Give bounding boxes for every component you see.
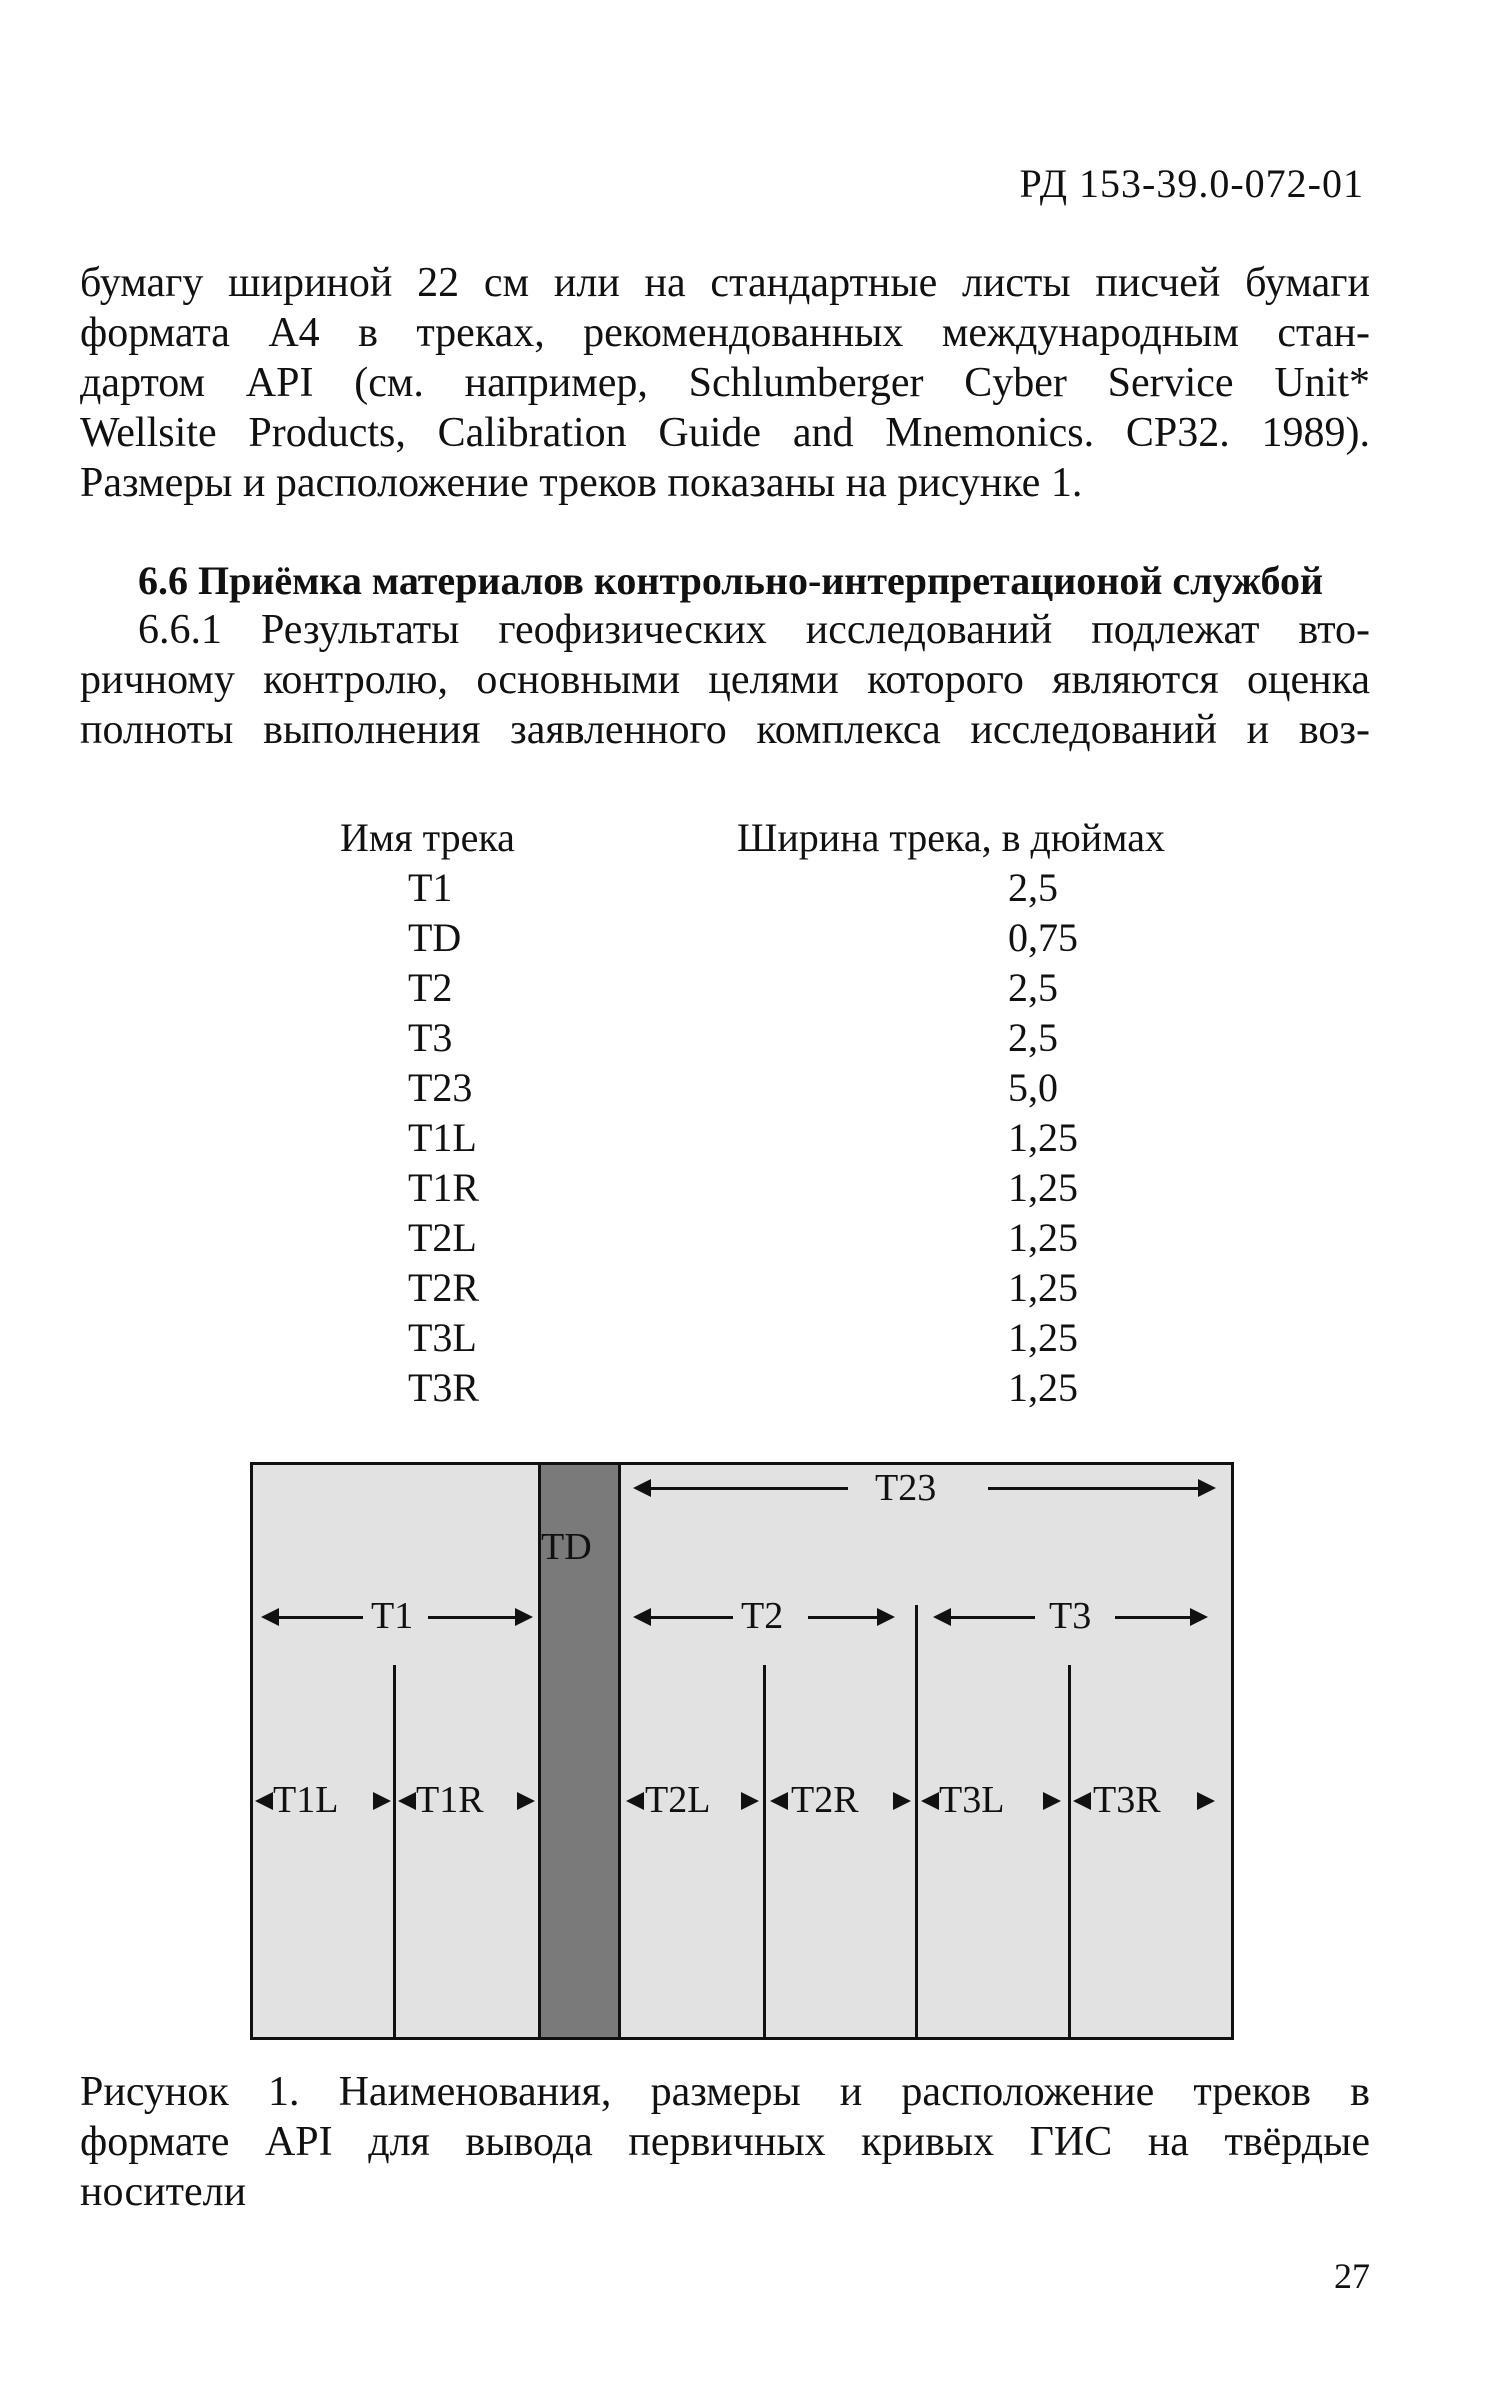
- arrowhead-right-icon: [893, 1792, 911, 1810]
- track-name-cell: T1: [408, 865, 453, 910]
- label-t1l: T1L: [273, 1779, 339, 1821]
- track-width-cell: 5,0: [1008, 1065, 1058, 1110]
- track-width-cell: 1,25: [1008, 1215, 1078, 1260]
- track-layout-figure: [250, 1462, 1234, 2040]
- t2-arrow-right-shaft: [808, 1616, 880, 1619]
- label-t1r: T1R: [416, 1779, 484, 1821]
- track-name-cell: T1L: [408, 1115, 477, 1160]
- arrowhead-right-icon: [1043, 1792, 1061, 1810]
- label-t3: T3: [1049, 1595, 1092, 1637]
- track-width-cell: 1,25: [1008, 1165, 1078, 1210]
- track-width-table: [330, 813, 1260, 1413]
- arrowhead-right-icon: [373, 1792, 391, 1810]
- arrowhead-right-icon: [1190, 1608, 1208, 1626]
- table-row: [330, 1363, 1260, 1413]
- arrowhead-left-icon: [255, 1792, 273, 1810]
- label-t23: T23: [875, 1467, 937, 1509]
- label-t2: T2: [741, 1595, 784, 1637]
- t23-arrow-right-shaft: [988, 1487, 1203, 1490]
- track-width-cell: 1,25: [1008, 1265, 1078, 1310]
- arrowhead-right-icon: [1197, 1792, 1215, 1810]
- table-row: [330, 1013, 1260, 1063]
- track-width-cell: 2,5: [1008, 1015, 1058, 1060]
- table-row: [330, 1263, 1260, 1313]
- track-name-cell: T3L: [408, 1315, 477, 1360]
- track-width-cell: 1,25: [1008, 1365, 1078, 1410]
- t1-arrow-left-shaft: [273, 1616, 363, 1619]
- figure-caption: [80, 2067, 1370, 2217]
- table-row: [330, 1113, 1260, 1163]
- track-name-cell: T2R: [408, 1265, 480, 1310]
- arrowhead-right-icon: [741, 1792, 759, 1810]
- table-row: [330, 963, 1260, 1013]
- table-row: [330, 913, 1260, 963]
- intro-paragraph: [80, 258, 1370, 508]
- divider-line: [915, 1605, 918, 2037]
- paragraph-line: ричному контролю, основными целями которого являются оценка: [80, 657, 1370, 703]
- track-width-cell: 2,5: [1008, 865, 1058, 910]
- arrowhead-right-icon: [515, 1608, 533, 1626]
- arrowhead-left-icon: [770, 1792, 788, 1810]
- paragraph-line: полноты выполнения заявленного комплекса исследований и воз-: [80, 707, 1370, 753]
- caption-line: Рисунок 1. Наименования, размеры и расположение треков в: [80, 2069, 1370, 2115]
- arrowhead-left-icon: [626, 1792, 644, 1810]
- page-number: 27: [1334, 2256, 1370, 2296]
- table-header-row: [330, 813, 1260, 863]
- label-t2r: T2R: [791, 1779, 859, 1821]
- label-t1: T1: [371, 1595, 414, 1637]
- track-name-cell: T23: [408, 1065, 473, 1110]
- track-width-cell: 1,25: [1008, 1115, 1078, 1160]
- track-name-cell: T2: [408, 965, 453, 1010]
- column-header-name: Имя трека: [340, 815, 515, 860]
- table-row: [330, 863, 1260, 913]
- track-name-cell: TD: [408, 915, 462, 960]
- arrowhead-left-icon: [633, 1479, 651, 1497]
- track-name-cell: T1R: [408, 1165, 480, 1210]
- arrowhead-right-icon: [517, 1792, 535, 1810]
- t1-arrow-right-shaft: [428, 1616, 520, 1619]
- track-width-cell: 1,25: [1008, 1315, 1078, 1360]
- column-header-width: Ширина трека, в дюймах: [737, 815, 1165, 860]
- section-paragraph: [80, 605, 1370, 755]
- arrowhead-left-icon: [1073, 1792, 1091, 1810]
- arrowhead-right-icon: [1198, 1479, 1216, 1497]
- divider-line: [763, 1665, 766, 2037]
- section-title: 6.6 Приёмка материалов контрольно-интерпретационой службой: [138, 558, 1324, 603]
- caption-line: формате API для вывода первичных кривых ГИС на твёрдые: [80, 2119, 1370, 2165]
- table-row: [330, 1163, 1260, 1213]
- caption-line: носители: [80, 2169, 247, 2215]
- arrowhead-right-icon: [877, 1608, 895, 1626]
- divider-line: [1068, 1665, 1071, 2037]
- paragraph-line: 6.6.1 Результаты геофизических исследований подлежат вто-: [138, 607, 1370, 653]
- paragraph-line: Размеры и расположение треков показаны на рисунке 1.: [80, 460, 1083, 506]
- divider-line: [393, 1665, 396, 2037]
- table-row: [330, 1313, 1260, 1363]
- table-body: [330, 863, 1260, 1413]
- table-row: [330, 1063, 1260, 1113]
- track-name-cell: T3: [408, 1015, 453, 1060]
- arrowhead-left-icon: [921, 1792, 939, 1810]
- paragraph-line: Wellsite Products, Calibration Guide and Mnemonics. CP32. 1989).: [80, 410, 1370, 456]
- track-width-cell: 0,75: [1008, 915, 1078, 960]
- t2-arrow-left-shaft: [645, 1616, 733, 1619]
- track-width-cell: 2,5: [1008, 965, 1058, 1010]
- label-t3r: T3R: [1093, 1779, 1161, 1821]
- t23-arrow-left-shaft: [643, 1487, 848, 1490]
- label-t2l: T2L: [645, 1779, 711, 1821]
- paragraph-line: дартом API (см. например, Schlumberger Cyber Service Unit*: [80, 360, 1370, 406]
- paragraph-line: бумагу шириной 22 см или на стандартные листы писчей бумаги: [80, 260, 1370, 306]
- t3-arrow-right-shaft: [1115, 1616, 1195, 1619]
- label-t3l: T3L: [939, 1779, 1005, 1821]
- track-name-cell: T3R: [408, 1365, 480, 1410]
- arrowhead-left-icon: [398, 1792, 416, 1810]
- label-td: TD: [541, 1526, 592, 1568]
- paragraph-line: формата А4 в треках, рекомендованных международным стан-: [80, 310, 1370, 356]
- document-number: РД 153-39.0-072-01: [1019, 161, 1364, 206]
- t3-arrow-left-shaft: [945, 1616, 1035, 1619]
- table-row: [330, 1213, 1260, 1263]
- divider-line: [618, 1465, 621, 2037]
- track-name-cell: T2L: [408, 1215, 477, 1260]
